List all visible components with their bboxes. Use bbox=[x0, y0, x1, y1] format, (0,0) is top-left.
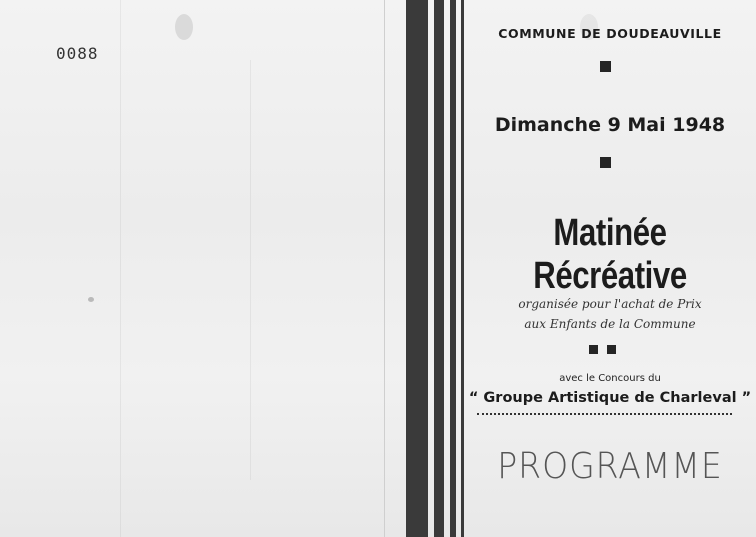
square-ornament bbox=[600, 157, 611, 168]
ink-speck bbox=[88, 297, 94, 302]
paper-crease bbox=[120, 0, 121, 537]
with-text: avec le Concours du bbox=[559, 373, 661, 384]
catalog-number: 0088 bbox=[56, 44, 99, 63]
square-ornament bbox=[589, 345, 598, 354]
program-heading: PROGRAMME bbox=[497, 446, 723, 487]
decorative-stripe bbox=[450, 0, 456, 537]
subtitle-line-1: organisée pour l'achat de Prix bbox=[518, 297, 702, 311]
decorative-stripe bbox=[434, 0, 444, 537]
paper-crease bbox=[250, 60, 251, 480]
stain-mark bbox=[175, 14, 193, 40]
decorative-stripe bbox=[406, 0, 428, 537]
event-date: Dimanche 9 Mai 1948 bbox=[494, 114, 726, 136]
square-ornament bbox=[600, 61, 611, 72]
square-ornament bbox=[607, 345, 616, 354]
subtitle-line-2: aux Enfants de la Commune bbox=[524, 317, 696, 331]
group-name: “ Groupe Artistique de Charleval ” bbox=[468, 390, 752, 406]
event-title: Matinée Récréative bbox=[533, 212, 687, 297]
dotted-rule bbox=[477, 413, 732, 415]
commune-heading: COMMUNE DE DOUDEAUVILLE bbox=[498, 26, 722, 41]
decorative-stripe bbox=[461, 0, 464, 537]
